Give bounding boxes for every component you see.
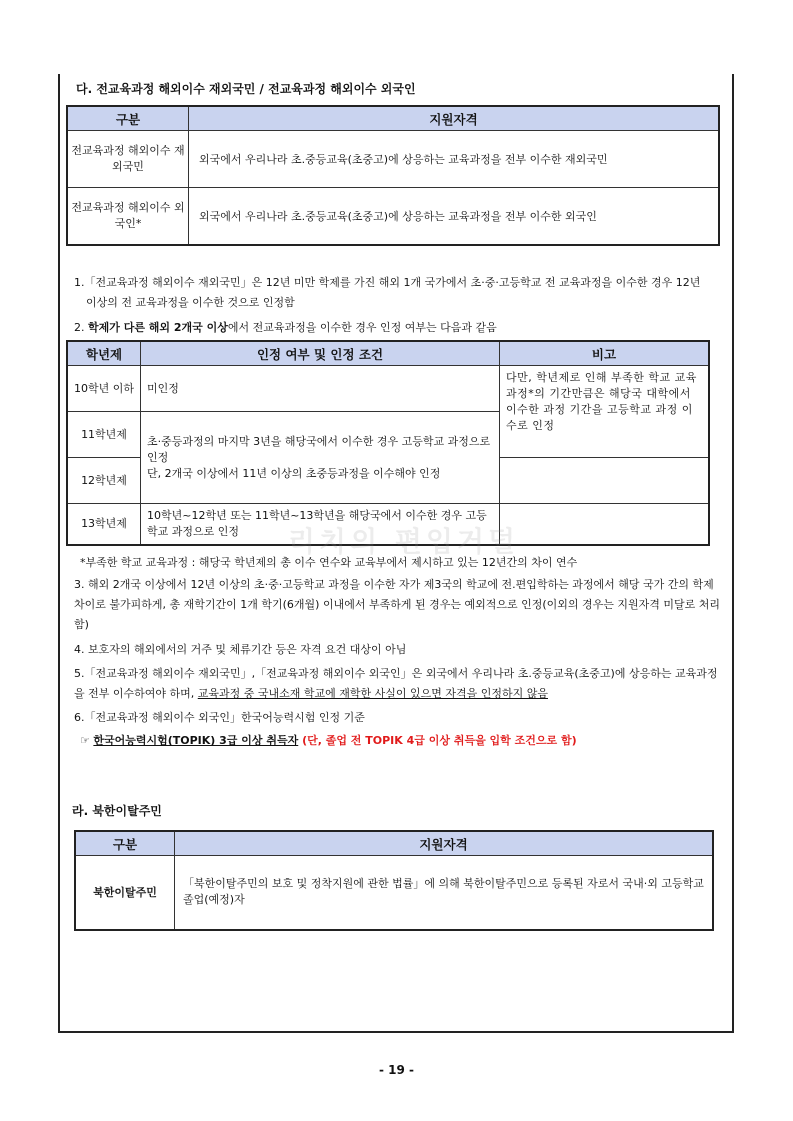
remark: 다만, 학년제로 인해 부족한 학교 교육과정*의 기간만큼은 해당국 대학에서 이수한 과정 기간을 고등학교 과정 이수로 인정 xyxy=(500,366,710,458)
note-1-line-a: 1.「전교육과정 해외이수 재외국민」은 12년 미만 학제를 가진 해외 1개 국가에서 초·중·고등학교 전 교육과정을 이수한 경우 12년 xyxy=(74,276,701,289)
note-1 xyxy=(74,273,724,313)
table-header-row xyxy=(67,106,719,131)
row-category: 전교육과정 해외이수 재외국민 xyxy=(67,131,189,188)
header-condition: 인정 여부 및 인정 조건 xyxy=(141,341,500,366)
condition: 미인정 xyxy=(141,366,500,412)
topik-criteria xyxy=(80,731,730,751)
school-year: 11학년제 xyxy=(67,412,141,458)
note-3: 3. 해외 2개국 이상에서 12년 이상의 초·중·고등학교 과정을 이수한 자가 제3국의 학교에 전.편입학하는 과정에서 해당 국가 간의 학제차이로 불가피하게, 총 재학기간이 1개 학기(6개월) 이내에서 부족하게 된 경우는 예외적으로 인정(이외의 경우는 지원자격 미달로 처리함) xyxy=(74,578,720,631)
school-year-table xyxy=(66,340,710,546)
table-header-row xyxy=(67,341,709,366)
table-row xyxy=(67,188,719,245)
row-qualification: 「북한이탈주민의 보호 및 정착지원에 관한 법률」에 의해 북한이탈주민으로 등록된 자로서 국내·외 고등학교 졸업(예정)자 xyxy=(175,856,714,930)
table-row xyxy=(67,131,719,188)
note-5 xyxy=(74,664,724,704)
footnote: *부족한 학교 교육과정 : 해당국 학년제의 총 이수 연수와 교육부에서 제시하고 있는 12년간의 차이 연수 xyxy=(80,556,578,569)
page-number: - 19 - xyxy=(378,1063,414,1077)
header-school-year: 학년제 xyxy=(67,341,141,366)
note-5-underlined: 교육과정 중 국내소재 학교에 재학한 사실이 있으면 자격을 인정하지 않음 xyxy=(197,687,548,700)
note-1-line-b: 이상의 전 교육과정을 이수한 것으로 인정함 xyxy=(86,296,295,309)
note-4: 4. 보호자의 해외에서의 거주 및 체류기간 등은 자격 요건 대상이 아님 xyxy=(74,643,407,656)
condition-line-b: 단, 2개국 이상에서 11년 이상의 초중등과정을 이수해야 인정 xyxy=(147,466,441,480)
remark-empty xyxy=(500,458,710,504)
note-6: 6.「전교육과정 해외이수 외국인」한국어능력시험 인정 기준 xyxy=(74,711,365,724)
watermark: 리치의 편입거덜 xyxy=(288,525,520,558)
school-year: 13학년제 xyxy=(67,504,141,546)
row-category: 전교육과정 해외이수 외국인* xyxy=(67,188,189,245)
topik-requirement: 한국어능력시험(TOPIK) 3급 이상 취득자 xyxy=(93,734,299,747)
row-category: 북한이탈주민 xyxy=(75,856,175,930)
overseas-qualification-table xyxy=(66,105,720,246)
table-header-row xyxy=(75,831,713,856)
condition-line-a: 초·중등과정의 마지막 3년을 해당국에서 이수한 경우 고등학교 과정으로 인정 xyxy=(147,434,491,464)
table-row xyxy=(75,856,713,930)
row-qualification: 외국에서 우리나라 초.중등교육(초중고)에 상응하는 교육과정을 전부 이수한 재외국민 xyxy=(189,131,720,188)
header-qualification: 지원자격 xyxy=(189,106,720,131)
note-5-text: 5.「전교육과정 해외이수 재외국민」,「전교육과정 해외이수 외국인」은 외국에서 우리나라 초.중등교육(초중고)에 상응하는 교육과정을 전부 이수하여야 하며, xyxy=(74,667,718,700)
school-year: 10학년 이하 xyxy=(67,366,141,412)
pointing-hand-icon: ☞ xyxy=(80,734,94,747)
table-row xyxy=(67,366,709,412)
note-2-prefix: 2. xyxy=(74,321,88,334)
remark-empty xyxy=(500,504,710,546)
header-qualification: 지원자격 xyxy=(175,831,714,856)
note-2 xyxy=(74,318,724,338)
note-2-rest: 에서 전교육과정을 이수한 경우 인정 여부는 다음과 같음 xyxy=(227,321,497,334)
note-2-bold: 학제가 다른 해외 2개국 이상 xyxy=(88,321,228,334)
section-ra-title: 라. 북한이탈주민 xyxy=(72,804,162,818)
topik-condition: (단, 졸업 전 TOPIK 4급 이상 취득을 입학 조건으로 함) xyxy=(298,734,577,747)
header-category: 구분 xyxy=(67,106,189,131)
section-da-title: 다. 전교육과정 해외이수 재외국민 / 전교육과정 해외이수 외국인 xyxy=(76,82,416,96)
defector-qualification-table xyxy=(74,830,714,931)
header-remark: 비고 xyxy=(500,341,710,366)
condition xyxy=(141,412,500,504)
school-year: 12학년제 xyxy=(67,458,141,504)
condition: 10학년~12학년 또는 11학년~13학년을 해당국에서 이수한 경우 고등학교 과정으로 인정 xyxy=(141,504,500,546)
row-qualification: 외국에서 우리나라 초.중등교육(초중고)에 상응하는 교육과정을 전부 이수한 외국인 xyxy=(189,188,720,245)
header-category: 구분 xyxy=(75,831,175,856)
